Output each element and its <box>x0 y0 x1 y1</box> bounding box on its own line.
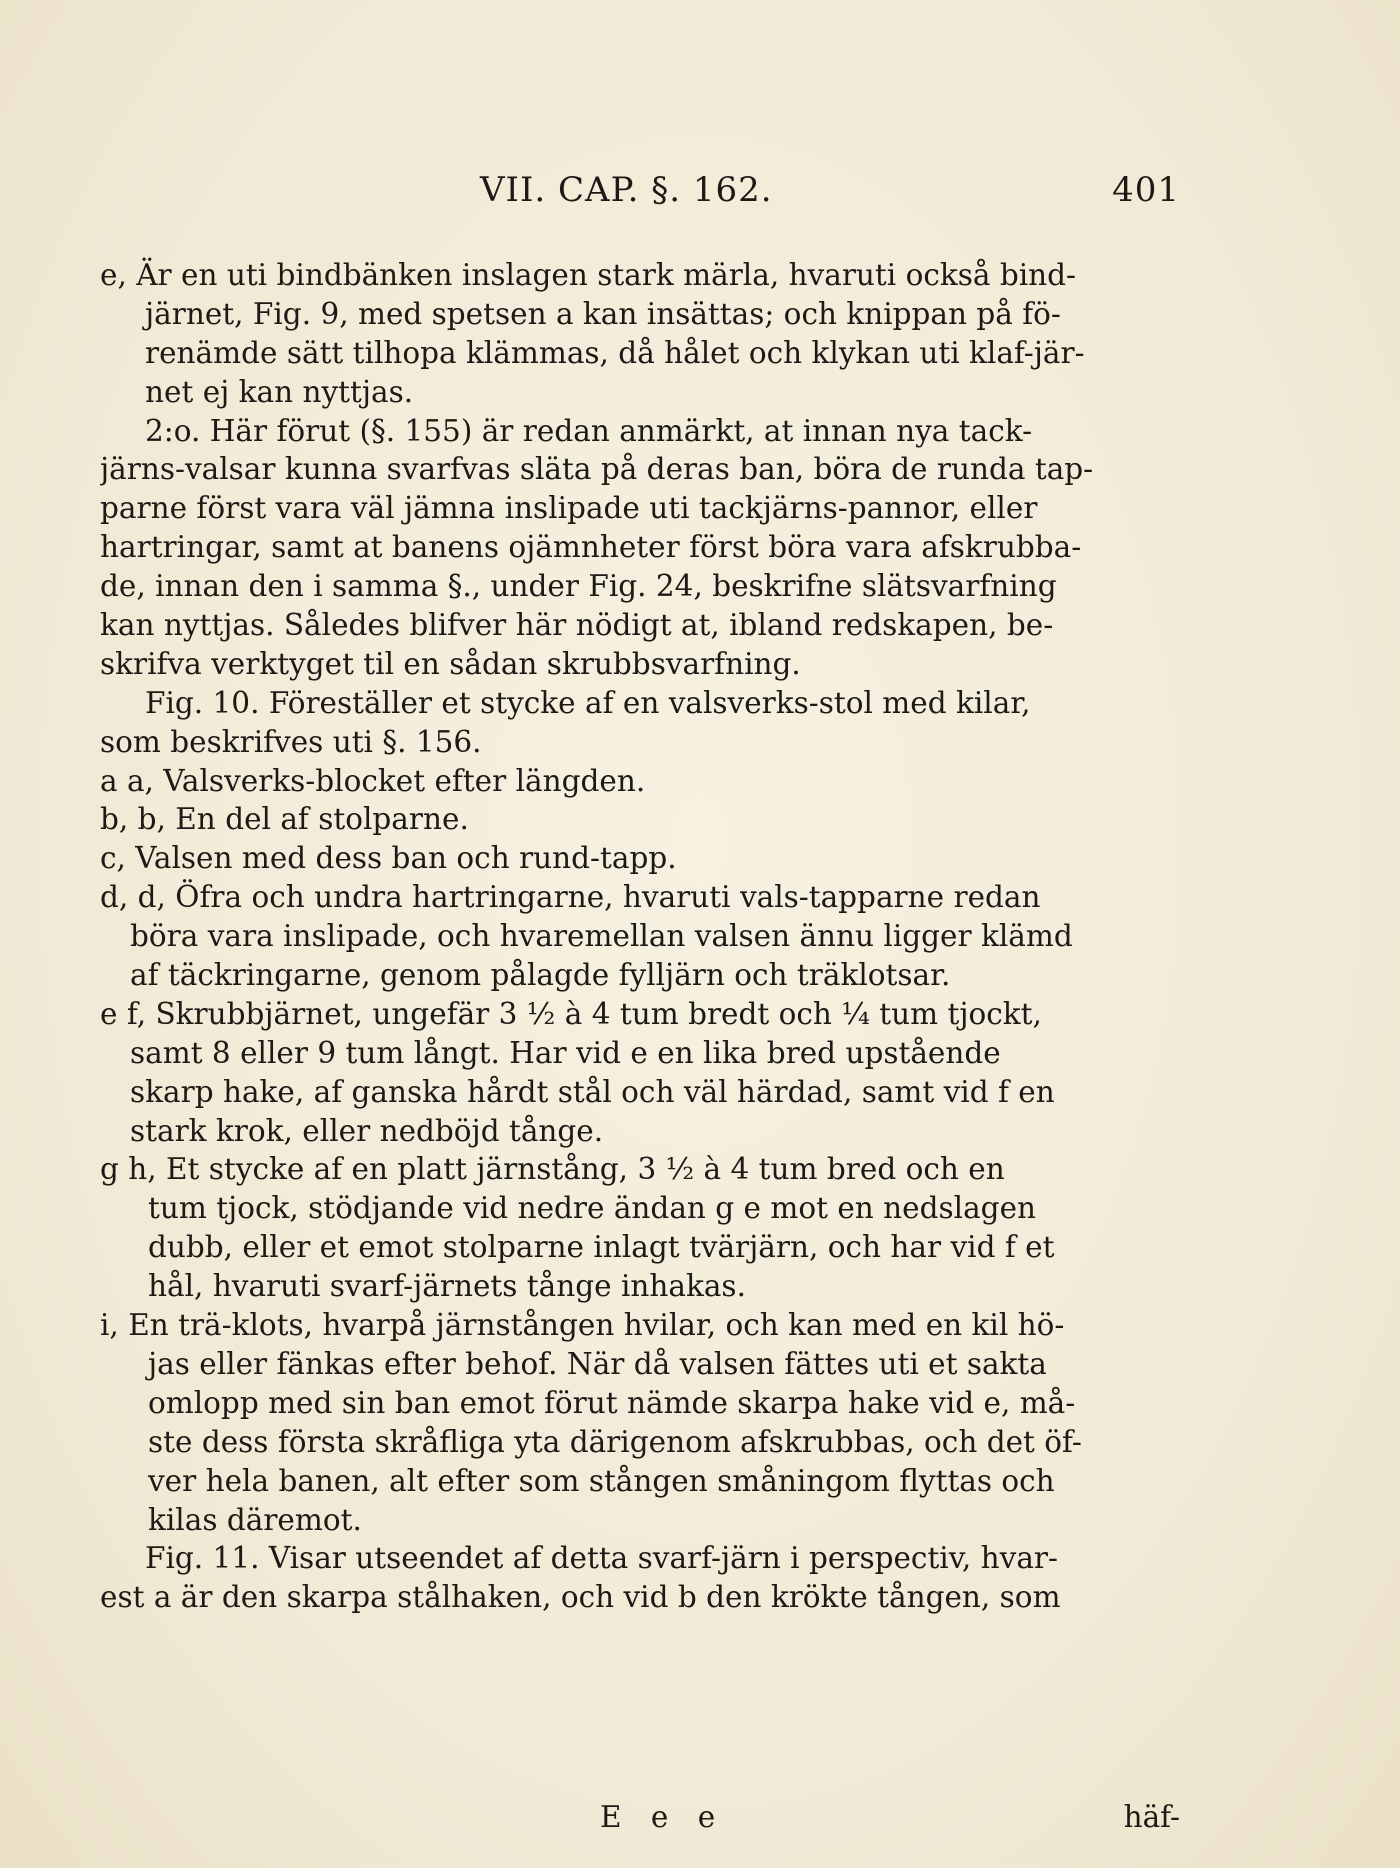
text-line: tum tjock, stödjande vid nedre ändan g e mot en nedslagen <box>148 1191 1037 1226</box>
text-line: samt 8 eller 9 tum långt. Har vid e en lika bred upstående <box>130 1035 1001 1070</box>
text-line: Fig. 11. Visar utseendet af detta svarf-järn i perspectiv, hvar- <box>145 1541 1058 1576</box>
text-line: hål, hvaruti svarf-järnets tånge inhakas. <box>148 1269 746 1304</box>
text-line: de, innan den i samma §., under Fig. 24, beskrifne slätsvarfning <box>100 569 1057 604</box>
page-footer <box>100 1800 1180 1840</box>
chapter-heading: VII. CAP. §. 162. <box>480 170 773 210</box>
text-line: af täckringarne, genom pålagde fylljärn och träklotsar. <box>130 958 951 993</box>
catchword: häf- <box>1123 1800 1180 1834</box>
text-line: järnet, Fig. 9, med spetsen a kan insättas; och knippan på fö- <box>145 296 1061 331</box>
text-line: omlopp med sin ban emot förut nämde skarpa hake vid e, må- <box>148 1385 1076 1420</box>
text-line: stark krok, eller nedböjd tånge. <box>130 1113 604 1148</box>
text-line: est a är den skarpa stålhaken, och vid b den krökte tången, som <box>100 1580 1061 1615</box>
text-line: skarp hake, af ganska hårdt stål och väl härdad, samt vid f en <box>130 1074 1055 1109</box>
text-line: kilas däremot. <box>148 1502 362 1537</box>
text-line: dubb, eller et emot stolparne inlagt tvärjärn, och har vid f et <box>148 1230 1055 1265</box>
text-line: c, Valsen med dess ban och rund-tapp. <box>100 841 677 876</box>
text-line: e, Är en uti bindbänken inslagen stark märla, hvaruti också bind- <box>100 258 1077 292</box>
text-line: skrifva verktyget til en sådan skrubbsvarfning. <box>100 646 801 681</box>
text-line: kan nyttjas. Således blifver här nödigt at, ibland redskapen, be- <box>100 608 1054 643</box>
text-line: e f, Skrubbjärnet, ungefär 3 ½ à 4 tum bredt och ¼ tum tjockt, <box>100 996 1042 1031</box>
text-line: renämde sätt tilhopa klämmas, då hålet och klykan uti klaf-jär- <box>145 335 1085 370</box>
running-header <box>480 170 1180 220</box>
text-line: i, En trä-klots, hvarpå järnstången hvilar, och kan med en kil hö- <box>100 1308 1065 1343</box>
text-line: d, d, Öfra och undra hartringarne, hvaruti vals-tapparne redan <box>100 880 1041 915</box>
text-line: som beskrifves uti §. 156. <box>100 724 482 759</box>
text-line: b, b, En del af stolparne. <box>100 802 469 837</box>
page-number: 401 <box>1112 170 1180 210</box>
text-line: ste dess första skråfliga yta därigenom afskrubbas, och det öf- <box>148 1424 1082 1459</box>
text-line: a a, Valsverks-blocket efter längden. <box>100 763 646 798</box>
text-line: järns-valsar kunna svarfvas släta på deras ban, böra de runda tap- <box>100 452 1094 487</box>
text-line: Fig. 10. Föreställer et stycke af en valsverks-stol med kilar, <box>145 685 1031 720</box>
signature-mark: E e e <box>600 1800 726 1834</box>
body-text <box>100 256 1180 1617</box>
text-line: g h, Et stycke af en platt järnstång, 3 ½ à 4 tum bred och en <box>100 1152 1005 1187</box>
text-line: parne först vara väl jämna inslipade uti tackjärns-pannor, eller <box>100 491 1038 526</box>
text-line: jas eller fänkas efter behof. När då valsen fättes uti et sakta <box>148 1346 1047 1381</box>
text-line: ver hela banen, alt efter som stången småningom flyttas och <box>148 1463 1055 1498</box>
text-line: böra vara inslipade, och hvaremellan valsen ännu ligger klämd <box>130 919 1073 954</box>
text-line: net ej kan nyttjas. <box>145 374 414 409</box>
text-line: 2:o. Här förut (§. 155) är redan anmärkt, at innan nya tack- <box>145 413 1033 448</box>
text-line: hartringar, samt at banens ojämnheter först böra vara afskrubba- <box>100 530 1082 565</box>
